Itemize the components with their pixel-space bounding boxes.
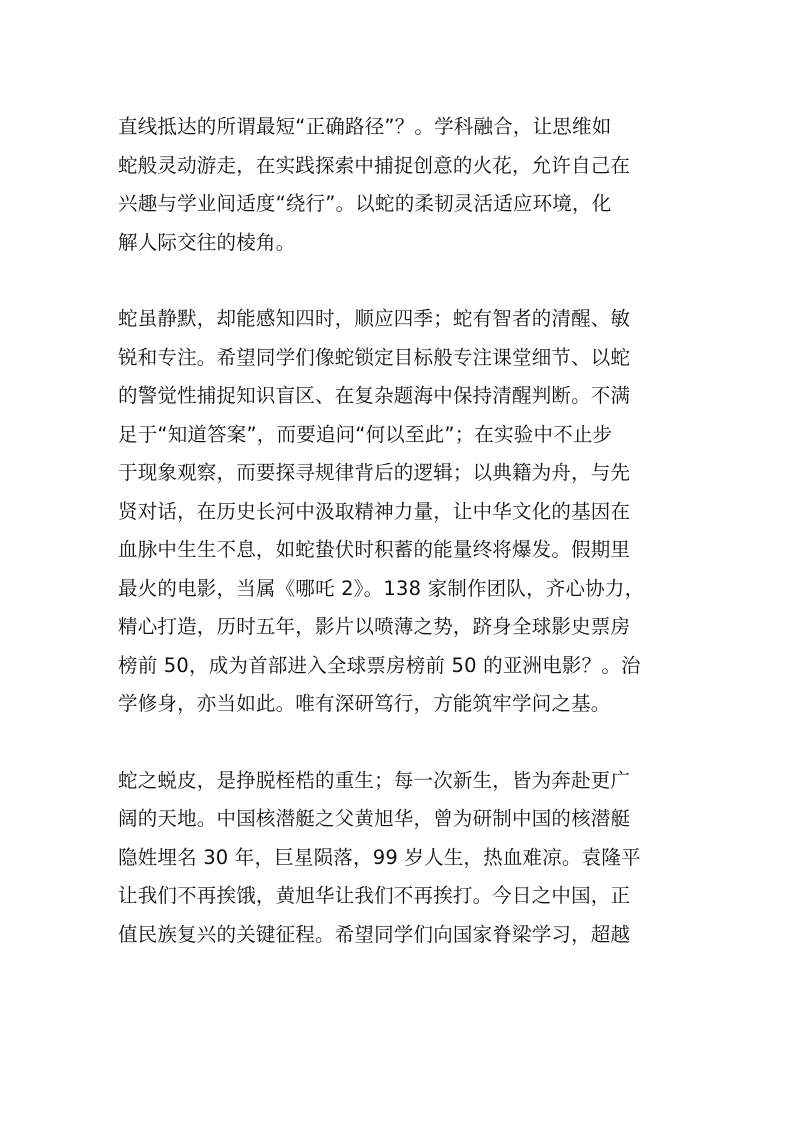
text-line: 足于“知道答案”，而要追问“何以至此”；在实验中不止步 (118, 422, 613, 446)
paragraph-gap (118, 262, 690, 300)
text-line: 榜前 50，成为首部进入全球票房榜前 50 的亚洲电影？。治 (118, 653, 641, 677)
text-line: 兴趣与学业间适度“绕行”。以蛇的柔韧灵活适应环境，化 (118, 192, 612, 215)
text-line: 值民族复兴的关键征程。希望同学们向国家脊梁学习，超越 (118, 922, 631, 946)
document-body (118, 108, 690, 954)
paragraph-gap (118, 724, 690, 762)
text-line: 学修身，亦当如此。唯有深研笃行，方能筑牢学问之基。 (118, 692, 611, 715)
text-line: 蛇般灵动游走，在实践探索中捕捉创意的火花，允许自己在 (118, 153, 631, 177)
text-line: 精心打造，历时五年，影片以喷薄之势，跻身全球影史票房 (118, 615, 631, 638)
text-line: 隐姓埋名 30 年，巨星陨落，99 岁人生，热血难凉。袁隆平 (118, 845, 641, 869)
text-line: 贤对话，在历史长河中汲取精神力量，让中华文化的基因在 (118, 499, 631, 523)
text-line: 蛇虽静默，却能感知四时，顺应四季；蛇有智者的清醒、敏 (118, 307, 631, 330)
text-line: 解人际交往的棱角。 (118, 230, 296, 254)
paragraph-3 (118, 762, 690, 955)
paragraph-2 (118, 300, 690, 724)
paragraph-1 (118, 108, 690, 262)
text-line: 的警觉性捕捉知识盲区、在复杂题海中保持清醒判断。不满 (118, 384, 631, 407)
text-line: 直线抵达的所谓最短“正确路径”？。学科融合，让思维如 (118, 115, 612, 138)
text-line: 锐和专注。希望同学们像蛇锁定目标般专注课堂细节、以蛇 (118, 345, 631, 369)
text-line: 最火的电影，当属《哪吒 2》。138 家制作团队，齐心协力， (118, 576, 645, 600)
text-line: 于现象观察，而要探寻规律背后的逻辑；以典籍为舟，与先 (118, 461, 631, 484)
text-line: 阔的天地。中国核潜艇之父黄旭华，曾为研制中国的核潜艇 (118, 807, 631, 830)
text-line: 蛇之蜕皮，是挣脱桎梏的重生；每一次新生，皆为奔赴更广 (118, 768, 631, 792)
text-line: 让我们不再挨饿，黄旭华让我们不再挨打。今日之中国，正 (118, 884, 631, 907)
text-line: 血脉中生生不息，如蛇蛰伏时积蓄的能量终将爆发。假期里 (118, 538, 631, 561)
